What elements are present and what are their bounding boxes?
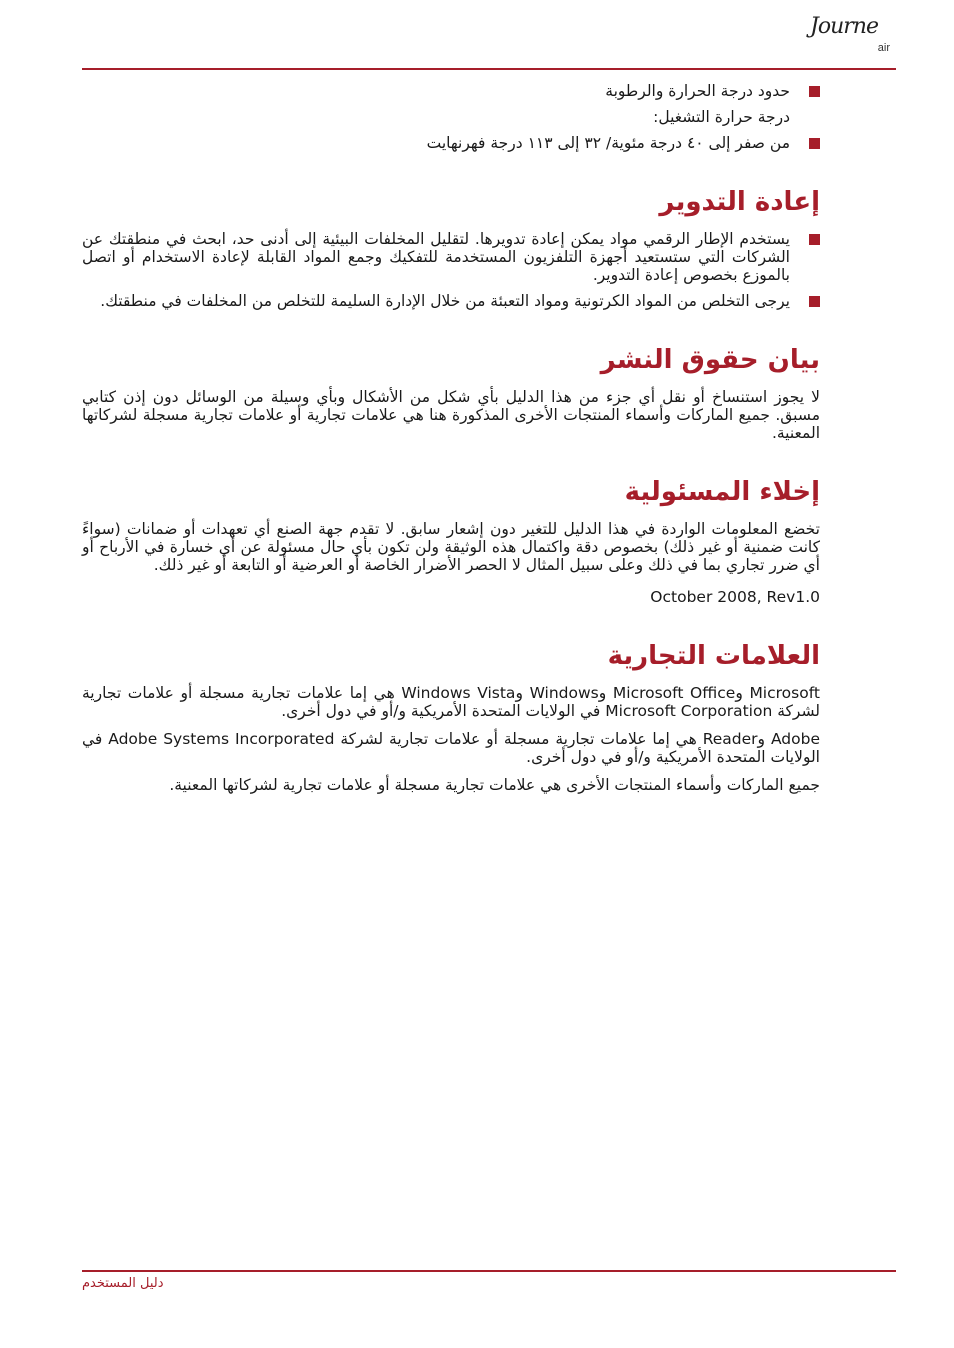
bullet-square-icon [809,86,820,97]
trademarks-section [82,640,820,794]
paragraph: Adobe وReader هي إما علامات تجارية مسجلة أو علامات تجارية لشركة Adobe Systems Incorporated في الولايات المتحدة الأمريكية و/أو في دول أخرى. [82,730,820,766]
paragraph: Microsoft وMicrosoft Office وWindows وWindows Vista هي إما علامات تجارية مسجلة أو علامات تجارية لشركة Microsoft Corporation في الولايات المتحدة الأمريكية و/أو في دول أخرى. [82,684,820,720]
logo-wordmark: Journe [810,14,878,39]
section-heading: بيان حقوق النشر [600,345,820,375]
operating-temp-label: درجة حرارة التشغيل: [653,108,790,126]
list-item [82,134,820,152]
bullet-text: يرجى التخلص من المواد الكرتونية ومواد التعبئة من خلال الإدارة السليمة للتخلص من المخلفات في منطقتك. [100,292,790,310]
paragraph: لا يجوز استنساخ أو نقل أي جزء من هذا الدليل بأي شكل من الأشكال وبأي وسيلة من الوسائل دون إذن كتابي مسبق. جميع الماركات وأسماء المنتجات الأخرى المذكورة هنا هي علامات تجارية أو علامات تجارية مسجلة لشركاتها المعنية. [82,388,820,442]
footer-rule [82,1270,896,1272]
footer-label: دليل المستخدم [82,1276,164,1291]
brand-logo [810,12,890,62]
revision-date: October 2008, Rev1.0 [650,588,820,606]
header-rule [82,68,896,70]
disclaimer-section [82,476,820,606]
list-item [82,82,820,100]
copyright-section [82,344,820,442]
section-heading: إعادة التدوير [659,187,820,217]
bullet-text: حدود درجة الحرارة والرطوبة [605,82,790,100]
bullet-square-icon [809,234,820,245]
bullet-text: من صفر إلى ٤٠ درجة مئوية/ ٣٢ إلى ١١٣ درجة فهرنهايت [426,134,790,152]
list-item [82,230,820,284]
bullet-square-icon [809,296,820,307]
list-item [82,292,820,310]
section-heading: العلامات التجارية [607,641,820,671]
paragraph: جميع الماركات وأسماء المنتجات الأخرى هي علامات تجارية مسجلة أو علامات تجارية لشركاتها المعنية. [169,776,820,794]
bullet-square-icon [809,138,820,149]
section-heading: إخلاء المسئولية [624,477,820,507]
logo-subtext: air [877,42,890,54]
page-content [82,82,820,804]
environment-section [82,82,820,152]
bullet-text: يستخدم الإطار الرقمي مواد يمكن إعادة تدويرها. لتقليل المخلفات البيئية إلى أدنى حد، ابحث في منطقتك عن الشركات التي ستستعيد أجهزة التلفزيون المستخدمة للتفكيك وجمع المواد القابلة لإعادة الاستخدام أو اتصل بالموزع بخصوص إعادة التدوير. [82,230,790,284]
recycling-section [82,186,820,310]
paragraph: تخضع المعلومات الواردة في هذا الدليل للتغير دون إشعار سابق. لا تقدم جهة الصنع أي تعهدات أو ضمانات (سواءً كانت ضمنية أو غير ذلك) بخصوص دقة واكتمال هذه الوثيقة ولن تكون بأي حال مسئولة عن أي خسارة في الأرباح أو أي ضرر تجاري بما في ذلك وعلى سبيل المثال لا الحصر الأضرار الخاصة أو العرضية أو التابعة أو غير ذلك. [82,520,820,574]
